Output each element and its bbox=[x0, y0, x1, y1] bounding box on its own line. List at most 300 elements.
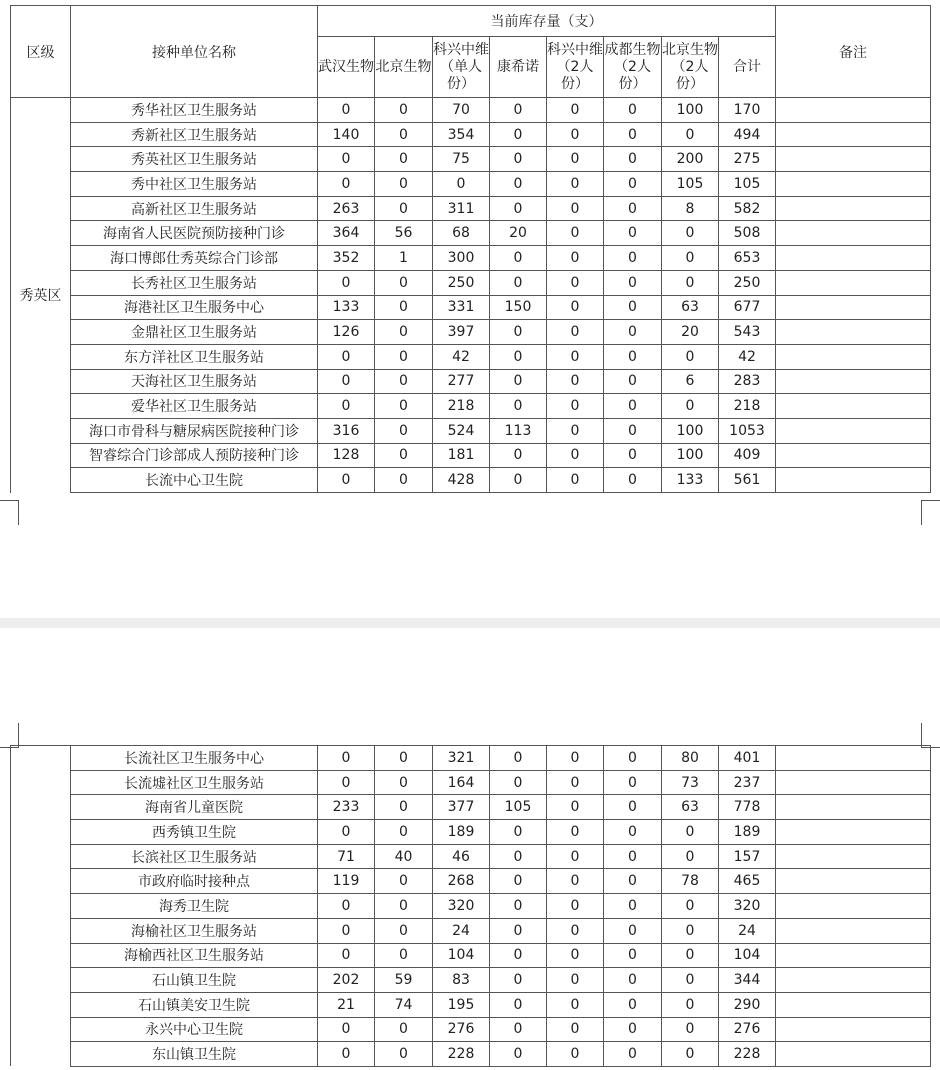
stock-cell: 397 bbox=[433, 320, 490, 345]
stock-cell: 181 bbox=[433, 443, 490, 468]
stock-cell: 0 bbox=[604, 418, 662, 443]
stock-cell: 59 bbox=[375, 968, 433, 993]
stock-cell: 0 bbox=[604, 1017, 662, 1042]
vaccine-stock-table-page-2 bbox=[10, 745, 931, 1067]
table-row bbox=[11, 894, 931, 919]
stock-cell: 0 bbox=[318, 369, 375, 394]
table-row bbox=[11, 443, 931, 468]
stock-cell: 0 bbox=[662, 122, 719, 147]
stock-cell: 0 bbox=[662, 844, 719, 869]
remark-cell bbox=[776, 418, 931, 443]
stock-cell: 0 bbox=[318, 1017, 375, 1042]
stock-cell: 0 bbox=[318, 1042, 375, 1067]
stock-cell: 63 bbox=[662, 795, 719, 820]
remark-cell bbox=[776, 394, 931, 419]
remark-cell bbox=[776, 443, 931, 468]
table-row bbox=[11, 122, 931, 147]
stock-cell: 100 bbox=[662, 443, 719, 468]
stock-cell: 364 bbox=[318, 221, 375, 246]
stock-cell: 0 bbox=[662, 894, 719, 919]
stock-cell: 0 bbox=[662, 394, 719, 419]
stock-cell: 0 bbox=[490, 820, 547, 845]
stock-cell: 0 bbox=[375, 147, 433, 172]
table-row bbox=[11, 295, 931, 320]
stock-cell: 228 bbox=[719, 1042, 776, 1067]
stock-cell: 0 bbox=[547, 196, 604, 221]
stock-cell: 0 bbox=[547, 418, 604, 443]
stock-cell: 561 bbox=[719, 468, 776, 493]
stock-cell: 0 bbox=[547, 1042, 604, 1067]
stock-cell: 524 bbox=[433, 418, 490, 443]
stock-cell: 46 bbox=[433, 844, 490, 869]
stock-cell: 0 bbox=[490, 894, 547, 919]
stock-cell: 0 bbox=[318, 147, 375, 172]
remark-cell bbox=[776, 221, 931, 246]
table-row bbox=[11, 869, 931, 894]
stock-cell: 0 bbox=[318, 270, 375, 295]
stock-cell: 0 bbox=[547, 844, 604, 869]
stock-cell: 0 bbox=[375, 820, 433, 845]
stock-cell: 0 bbox=[490, 196, 547, 221]
unit-name-cell: 高新社区卫生服务站 bbox=[71, 196, 318, 221]
stock-cell: 0 bbox=[547, 894, 604, 919]
table-row bbox=[11, 1042, 931, 1067]
table-row bbox=[11, 196, 931, 221]
stock-cell: 200 bbox=[662, 147, 719, 172]
stock-cell: 100 bbox=[662, 98, 719, 123]
stock-cell: 0 bbox=[604, 968, 662, 993]
stock-cell: 0 bbox=[375, 295, 433, 320]
stock-cell: 63 bbox=[662, 295, 719, 320]
remark-cell bbox=[776, 147, 931, 172]
stock-cell: 0 bbox=[604, 196, 662, 221]
stock-cell: 344 bbox=[719, 968, 776, 993]
stock-cell: 0 bbox=[662, 246, 719, 271]
unit-name-cell: 长秀社区卫生服务站 bbox=[71, 270, 318, 295]
stock-cell: 465 bbox=[719, 869, 776, 894]
stock-cell: 0 bbox=[490, 918, 547, 943]
header-col: 科兴中维（单人份） bbox=[433, 37, 490, 98]
unit-name-cell: 秀新社区卫生服务站 bbox=[71, 122, 318, 147]
stock-cell: 0 bbox=[490, 320, 547, 345]
unit-name-cell: 秀中社区卫生服务站 bbox=[71, 172, 318, 197]
stock-cell: 71 bbox=[318, 844, 375, 869]
stock-cell: 0 bbox=[490, 344, 547, 369]
unit-name-cell: 海榆社区卫生服务站 bbox=[71, 918, 318, 943]
unit-name-cell: 海秀卫生院 bbox=[71, 894, 318, 919]
stock-cell: 0 bbox=[604, 770, 662, 795]
stock-cell: 283 bbox=[719, 369, 776, 394]
stock-cell: 0 bbox=[604, 894, 662, 919]
header-col: 武汉生物 bbox=[318, 37, 375, 98]
stock-cell: 263 bbox=[318, 196, 375, 221]
remark-cell bbox=[776, 1042, 931, 1067]
stock-cell: 0 bbox=[375, 746, 433, 771]
stock-cell: 352 bbox=[318, 246, 375, 271]
stock-cell: 6 bbox=[662, 369, 719, 394]
stock-cell: 0 bbox=[318, 746, 375, 771]
stock-cell: 0 bbox=[375, 344, 433, 369]
stock-cell: 0 bbox=[547, 270, 604, 295]
stock-cell: 0 bbox=[375, 1042, 433, 1067]
stock-cell: 0 bbox=[604, 369, 662, 394]
header-col: 北京生物 bbox=[375, 37, 433, 98]
stock-cell: 0 bbox=[547, 869, 604, 894]
header-district: 区级 bbox=[11, 6, 71, 98]
stock-cell: 275 bbox=[719, 147, 776, 172]
stock-cell: 0 bbox=[318, 98, 375, 123]
stock-cell: 0 bbox=[490, 992, 547, 1017]
stock-cell: 0 bbox=[375, 196, 433, 221]
unit-name-cell: 海榆西社区卫生服务站 bbox=[71, 943, 318, 968]
stock-cell: 0 bbox=[604, 147, 662, 172]
table-row bbox=[11, 320, 931, 345]
stock-cell: 140 bbox=[318, 122, 375, 147]
unit-name-cell: 石山镇美安卫生院 bbox=[71, 992, 318, 1017]
unit-name-cell: 长流中心卫生院 bbox=[71, 468, 318, 493]
stock-cell: 21 bbox=[318, 992, 375, 1017]
stock-cell: 0 bbox=[318, 468, 375, 493]
table-row bbox=[11, 844, 931, 869]
stock-cell: 0 bbox=[604, 295, 662, 320]
unit-name-cell: 长流社区卫生服务中心 bbox=[71, 746, 318, 771]
table-row bbox=[11, 246, 931, 271]
stock-cell: 40 bbox=[375, 844, 433, 869]
remark-cell bbox=[776, 320, 931, 345]
remark-cell bbox=[776, 369, 931, 394]
stock-cell: 0 bbox=[662, 943, 719, 968]
stock-cell: 100 bbox=[662, 418, 719, 443]
unit-name-cell: 秀华社区卫生服务站 bbox=[71, 98, 318, 123]
stock-cell: 276 bbox=[433, 1017, 490, 1042]
stock-cell: 354 bbox=[433, 122, 490, 147]
stock-cell: 233 bbox=[318, 795, 375, 820]
remark-cell bbox=[776, 770, 931, 795]
unit-name-cell: 长滨社区卫生服务站 bbox=[71, 844, 318, 869]
stock-cell: 218 bbox=[719, 394, 776, 419]
unit-name-cell: 石山镇卫生院 bbox=[71, 968, 318, 993]
stock-cell: 0 bbox=[490, 968, 547, 993]
stock-cell: 0 bbox=[604, 443, 662, 468]
header-col: 北京生物（2人份） bbox=[662, 37, 719, 98]
unit-name-cell: 爱华社区卫生服务站 bbox=[71, 394, 318, 419]
remark-cell bbox=[776, 894, 931, 919]
stock-cell: 0 bbox=[490, 246, 547, 271]
stock-cell: 0 bbox=[547, 369, 604, 394]
stock-cell: 0 bbox=[547, 172, 604, 197]
remark-cell bbox=[776, 992, 931, 1017]
header-col: 科兴中维（2人份） bbox=[547, 37, 604, 98]
stock-cell: 0 bbox=[375, 795, 433, 820]
stock-cell: 0 bbox=[375, 320, 433, 345]
stock-cell: 0 bbox=[375, 443, 433, 468]
stock-cell: 0 bbox=[375, 270, 433, 295]
unit-name-cell: 秀英社区卫生服务站 bbox=[71, 147, 318, 172]
stock-cell: 0 bbox=[490, 394, 547, 419]
stock-cell: 0 bbox=[490, 1017, 547, 1042]
table-row bbox=[11, 795, 931, 820]
crop-mark bbox=[0, 500, 19, 525]
unit-name-cell: 金鼎社区卫生服务站 bbox=[71, 320, 318, 345]
stock-cell: 543 bbox=[719, 320, 776, 345]
stock-cell: 0 bbox=[375, 98, 433, 123]
stock-cell: 126 bbox=[318, 320, 375, 345]
page-separator bbox=[0, 618, 940, 628]
unit-name-cell: 海口博郎仕秀英综合门诊部 bbox=[71, 246, 318, 271]
stock-cell: 0 bbox=[490, 943, 547, 968]
table-row bbox=[11, 221, 931, 246]
stock-cell: 0 bbox=[662, 968, 719, 993]
stock-cell: 0 bbox=[604, 344, 662, 369]
stock-cell: 0 bbox=[604, 246, 662, 271]
stock-cell: 0 bbox=[604, 795, 662, 820]
stock-cell: 0 bbox=[547, 443, 604, 468]
stock-cell: 0 bbox=[604, 172, 662, 197]
stock-cell: 0 bbox=[375, 943, 433, 968]
stock-cell: 0 bbox=[547, 246, 604, 271]
table-row bbox=[11, 344, 931, 369]
stock-cell: 56 bbox=[375, 221, 433, 246]
stock-cell: 104 bbox=[719, 943, 776, 968]
unit-name-cell: 天海社区卫生服务站 bbox=[71, 369, 318, 394]
stock-cell: 320 bbox=[719, 894, 776, 919]
remark-cell bbox=[776, 746, 931, 771]
stock-cell: 1 bbox=[375, 246, 433, 271]
stock-cell: 189 bbox=[719, 820, 776, 845]
unit-name-cell: 东山镇卫生院 bbox=[71, 1042, 318, 1067]
stock-cell: 316 bbox=[318, 418, 375, 443]
stock-cell: 0 bbox=[490, 844, 547, 869]
stock-cell: 105 bbox=[490, 795, 547, 820]
stock-cell: 0 bbox=[433, 172, 490, 197]
stock-cell: 300 bbox=[433, 246, 490, 271]
stock-cell: 42 bbox=[433, 344, 490, 369]
table-row bbox=[11, 418, 931, 443]
stock-cell: 0 bbox=[662, 918, 719, 943]
stock-cell: 150 bbox=[490, 295, 547, 320]
stock-cell: 0 bbox=[604, 918, 662, 943]
table-row bbox=[11, 98, 931, 123]
stock-cell: 20 bbox=[490, 221, 547, 246]
stock-cell: 0 bbox=[318, 770, 375, 795]
stock-cell: 237 bbox=[719, 770, 776, 795]
stock-cell: 0 bbox=[547, 394, 604, 419]
remark-cell bbox=[776, 98, 931, 123]
stock-cell: 0 bbox=[490, 270, 547, 295]
stock-cell: 0 bbox=[547, 746, 604, 771]
stock-cell: 0 bbox=[604, 820, 662, 845]
unit-name-cell: 东方洋社区卫生服务站 bbox=[71, 344, 318, 369]
remark-cell bbox=[776, 918, 931, 943]
stock-cell: 0 bbox=[604, 1042, 662, 1067]
unit-name-cell: 海南省儿童医院 bbox=[71, 795, 318, 820]
stock-cell: 0 bbox=[490, 770, 547, 795]
stock-cell: 119 bbox=[318, 869, 375, 894]
table-row bbox=[11, 468, 931, 493]
stock-cell: 0 bbox=[547, 968, 604, 993]
table-row bbox=[11, 394, 931, 419]
stock-cell: 0 bbox=[662, 992, 719, 1017]
stock-cell: 170 bbox=[719, 98, 776, 123]
unit-name-cell: 永兴中心卫生院 bbox=[71, 1017, 318, 1042]
unit-name-cell: 市政府临时接种点 bbox=[71, 869, 318, 894]
remark-cell bbox=[776, 196, 931, 221]
stock-cell: 0 bbox=[318, 918, 375, 943]
stock-cell: 133 bbox=[662, 468, 719, 493]
stock-cell: 276 bbox=[719, 1017, 776, 1042]
stock-cell: 0 bbox=[375, 172, 433, 197]
stock-cell: 0 bbox=[375, 418, 433, 443]
stock-cell: 113 bbox=[490, 418, 547, 443]
table-row bbox=[11, 918, 931, 943]
stock-cell: 0 bbox=[604, 394, 662, 419]
stock-cell: 582 bbox=[719, 196, 776, 221]
stock-cell: 73 bbox=[662, 770, 719, 795]
unit-name-cell: 海口市骨科与糖尿病医院接种门诊 bbox=[71, 418, 318, 443]
stock-cell: 0 bbox=[490, 468, 547, 493]
remark-cell bbox=[776, 869, 931, 894]
stock-cell: 70 bbox=[433, 98, 490, 123]
stock-cell: 401 bbox=[719, 746, 776, 771]
remark-cell bbox=[776, 295, 931, 320]
header-col: 成都生物（2人份） bbox=[604, 37, 662, 98]
header-remark: 备注 bbox=[776, 6, 931, 98]
remark-cell bbox=[776, 344, 931, 369]
stock-cell: 0 bbox=[547, 820, 604, 845]
stock-cell: 250 bbox=[719, 270, 776, 295]
district-cell bbox=[11, 746, 71, 1067]
table-row bbox=[11, 270, 931, 295]
stock-cell: 268 bbox=[433, 869, 490, 894]
stock-cell: 0 bbox=[604, 844, 662, 869]
unit-name-cell: 西秀镇卫生院 bbox=[71, 820, 318, 845]
remark-cell bbox=[776, 172, 931, 197]
remark-cell bbox=[776, 844, 931, 869]
unit-name-cell: 长流墟社区卫生服务站 bbox=[71, 770, 318, 795]
header-col: 康希诺 bbox=[490, 37, 547, 98]
stock-cell: 0 bbox=[604, 943, 662, 968]
stock-cell: 0 bbox=[490, 172, 547, 197]
header-col: 合计 bbox=[719, 37, 776, 98]
table-row bbox=[11, 968, 931, 993]
header-unit-name: 接种单位名称 bbox=[71, 6, 318, 98]
table-row bbox=[11, 820, 931, 845]
stock-cell: 0 bbox=[490, 1042, 547, 1067]
stock-cell: 104 bbox=[433, 943, 490, 968]
stock-cell: 1053 bbox=[719, 418, 776, 443]
stock-cell: 0 bbox=[547, 147, 604, 172]
stock-cell: 0 bbox=[547, 943, 604, 968]
remark-cell bbox=[776, 943, 931, 968]
stock-cell: 0 bbox=[547, 295, 604, 320]
stock-cell: 0 bbox=[490, 98, 547, 123]
stock-cell: 0 bbox=[662, 1042, 719, 1067]
stock-cell: 133 bbox=[318, 295, 375, 320]
stock-cell: 0 bbox=[604, 869, 662, 894]
stock-cell: 0 bbox=[662, 1017, 719, 1042]
stock-cell: 494 bbox=[719, 122, 776, 147]
table-row bbox=[11, 1017, 931, 1042]
stock-cell: 409 bbox=[719, 443, 776, 468]
stock-cell: 0 bbox=[604, 122, 662, 147]
stock-cell: 311 bbox=[433, 196, 490, 221]
remark-cell bbox=[776, 795, 931, 820]
unit-name-cell: 海港社区卫生服务中心 bbox=[71, 295, 318, 320]
stock-cell: 0 bbox=[547, 344, 604, 369]
stock-cell: 24 bbox=[433, 918, 490, 943]
stock-cell: 0 bbox=[375, 1017, 433, 1042]
stock-cell: 0 bbox=[662, 270, 719, 295]
stock-cell: 0 bbox=[318, 172, 375, 197]
stock-cell: 105 bbox=[662, 172, 719, 197]
stock-cell: 0 bbox=[547, 98, 604, 123]
stock-cell: 24 bbox=[719, 918, 776, 943]
stock-cell: 189 bbox=[433, 820, 490, 845]
stock-cell: 75 bbox=[433, 147, 490, 172]
table-row bbox=[11, 369, 931, 394]
stock-cell: 80 bbox=[662, 746, 719, 771]
page-2 bbox=[0, 628, 940, 1070]
crop-mark bbox=[921, 500, 940, 525]
stock-cell: 157 bbox=[719, 844, 776, 869]
vaccine-stock-table-page-1 bbox=[10, 5, 931, 493]
stock-cell: 0 bbox=[318, 820, 375, 845]
stock-cell: 0 bbox=[547, 1017, 604, 1042]
stock-cell: 0 bbox=[375, 394, 433, 419]
stock-cell: 8 bbox=[662, 196, 719, 221]
table-row bbox=[11, 943, 931, 968]
stock-cell: 0 bbox=[547, 221, 604, 246]
stock-cell: 0 bbox=[547, 468, 604, 493]
stock-cell: 0 bbox=[547, 122, 604, 147]
stock-cell: 377 bbox=[433, 795, 490, 820]
stock-cell: 20 bbox=[662, 320, 719, 345]
header-stock-group: 当前库存量（支） bbox=[318, 6, 776, 37]
stock-cell: 0 bbox=[490, 369, 547, 394]
table-row bbox=[11, 992, 931, 1017]
stock-cell: 195 bbox=[433, 992, 490, 1017]
stock-cell: 202 bbox=[318, 968, 375, 993]
stock-cell: 0 bbox=[318, 394, 375, 419]
stock-cell: 128 bbox=[318, 443, 375, 468]
stock-cell: 0 bbox=[604, 221, 662, 246]
district-cell: 秀英区 bbox=[11, 98, 71, 493]
remark-cell bbox=[776, 468, 931, 493]
stock-cell: 42 bbox=[719, 344, 776, 369]
table-row bbox=[11, 147, 931, 172]
stock-cell: 0 bbox=[547, 918, 604, 943]
unit-name-cell: 海南省人民医院预防接种门诊 bbox=[71, 221, 318, 246]
stock-cell: 105 bbox=[719, 172, 776, 197]
stock-cell: 277 bbox=[433, 369, 490, 394]
remark-cell bbox=[776, 246, 931, 271]
stock-cell: 0 bbox=[547, 992, 604, 1017]
stock-cell: 0 bbox=[547, 770, 604, 795]
stock-cell: 0 bbox=[662, 820, 719, 845]
stock-cell: 0 bbox=[375, 468, 433, 493]
stock-cell: 0 bbox=[604, 468, 662, 493]
stock-cell: 677 bbox=[719, 295, 776, 320]
stock-cell: 0 bbox=[375, 894, 433, 919]
stock-cell: 0 bbox=[604, 746, 662, 771]
stock-cell: 321 bbox=[433, 746, 490, 771]
stock-cell: 0 bbox=[604, 992, 662, 1017]
stock-cell: 164 bbox=[433, 770, 490, 795]
stock-cell: 83 bbox=[433, 968, 490, 993]
stock-cell: 0 bbox=[318, 344, 375, 369]
stock-cell: 320 bbox=[433, 894, 490, 919]
stock-cell: 0 bbox=[547, 320, 604, 345]
